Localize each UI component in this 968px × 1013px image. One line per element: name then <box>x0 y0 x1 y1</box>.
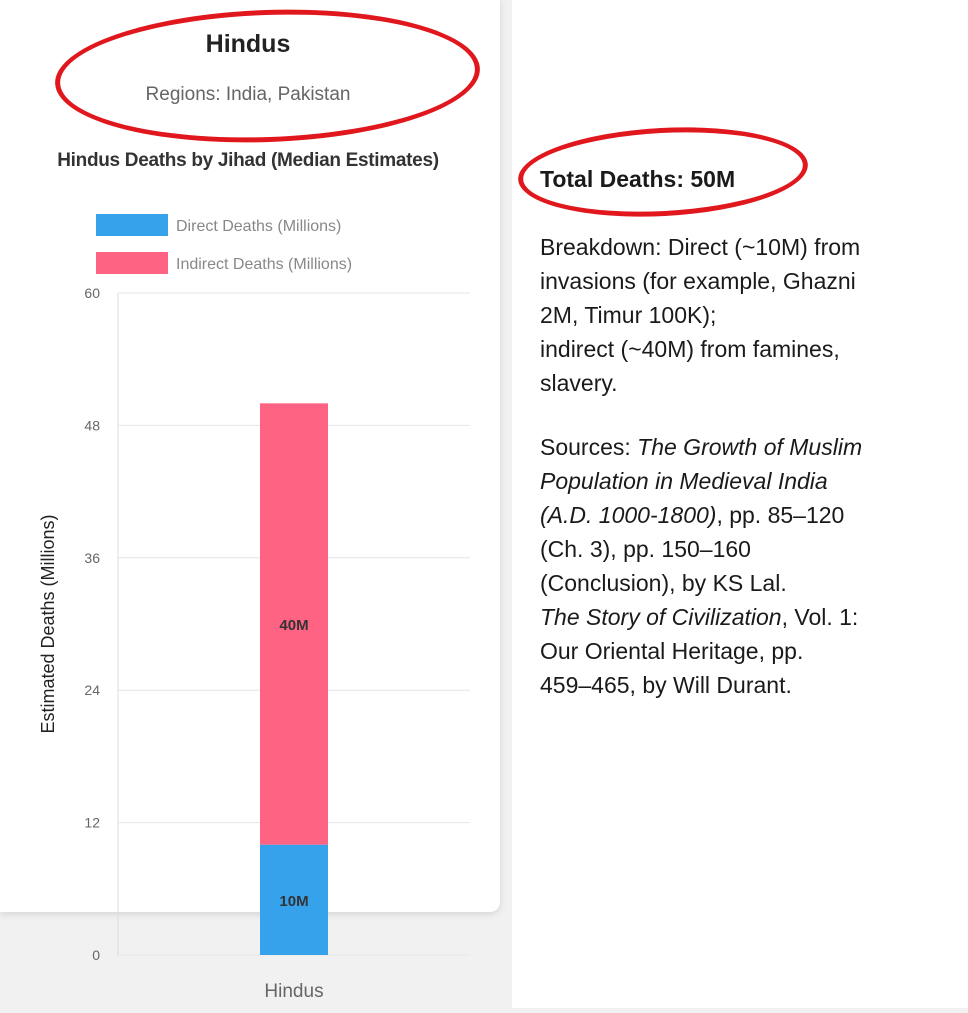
breakdown-line: invasions (for example, Ghazni <box>540 268 856 294</box>
card-subtitle: Regions: India, Pakistan <box>145 84 351 105</box>
breakdown-line: 2M, Timur 100K); <box>540 302 717 328</box>
y-tick-label: 24 <box>84 682 100 699</box>
book1-pages: , pp. 85–120 <box>716 502 845 528</box>
book1-title: The Growth of Muslim <box>637 434 863 460</box>
breakdown-text <box>540 230 965 400</box>
book2-title: The Story of Civilization <box>540 604 782 630</box>
book1-title: Population in Medieval India <box>540 468 828 494</box>
sources-line <box>540 430 965 464</box>
breakdown-line: Breakdown: Direct (~10M) from <box>540 234 861 260</box>
y-tick-label: 12 <box>84 814 100 831</box>
legend-label: Indirect Deaths (Millions) <box>176 256 353 273</box>
y-tick-label: 0 <box>92 947 100 963</box>
legend-label: Direct Deaths (Millions) <box>176 218 342 235</box>
sources-line: (Ch. 3), pp. 150–160 <box>540 536 751 562</box>
sources-line: 459–465, by Will Durant. <box>540 672 792 698</box>
book2-volume: , Vol. 1: <box>781 604 859 630</box>
total-deaths: Total Deaths: 50M <box>540 166 736 192</box>
sources-line <box>540 600 965 634</box>
chart-title: Hindus Deaths by Jihad (Median Estimates) <box>57 150 439 171</box>
y-axis-title: Estimated Deaths (Millions) <box>38 514 58 734</box>
legend-swatch <box>96 214 168 236</box>
sources-text <box>540 430 965 702</box>
y-tick-label: 36 <box>84 549 100 566</box>
sources-line: (Conclusion), by KS Lal. <box>540 570 787 596</box>
breakdown-line: slavery. <box>540 370 618 396</box>
legend-swatch <box>96 252 168 274</box>
y-tick-label: 48 <box>84 417 100 434</box>
sources-label: Sources: <box>540 434 638 460</box>
breakdown-line: indirect (~40M) from famines, <box>540 336 840 362</box>
card-title: Hindus <box>205 30 291 58</box>
data-label: 10M <box>279 892 309 910</box>
data-label: 40M <box>279 617 309 634</box>
sources-line <box>540 464 965 498</box>
x-tick-label: Hindus <box>264 981 324 1002</box>
book1-title: (A.D. 1000-1800) <box>540 502 717 528</box>
sources-line: Our Oriental Heritage, pp. <box>540 638 804 664</box>
sources-line <box>540 498 965 532</box>
y-tick-label: 60 <box>84 285 100 301</box>
